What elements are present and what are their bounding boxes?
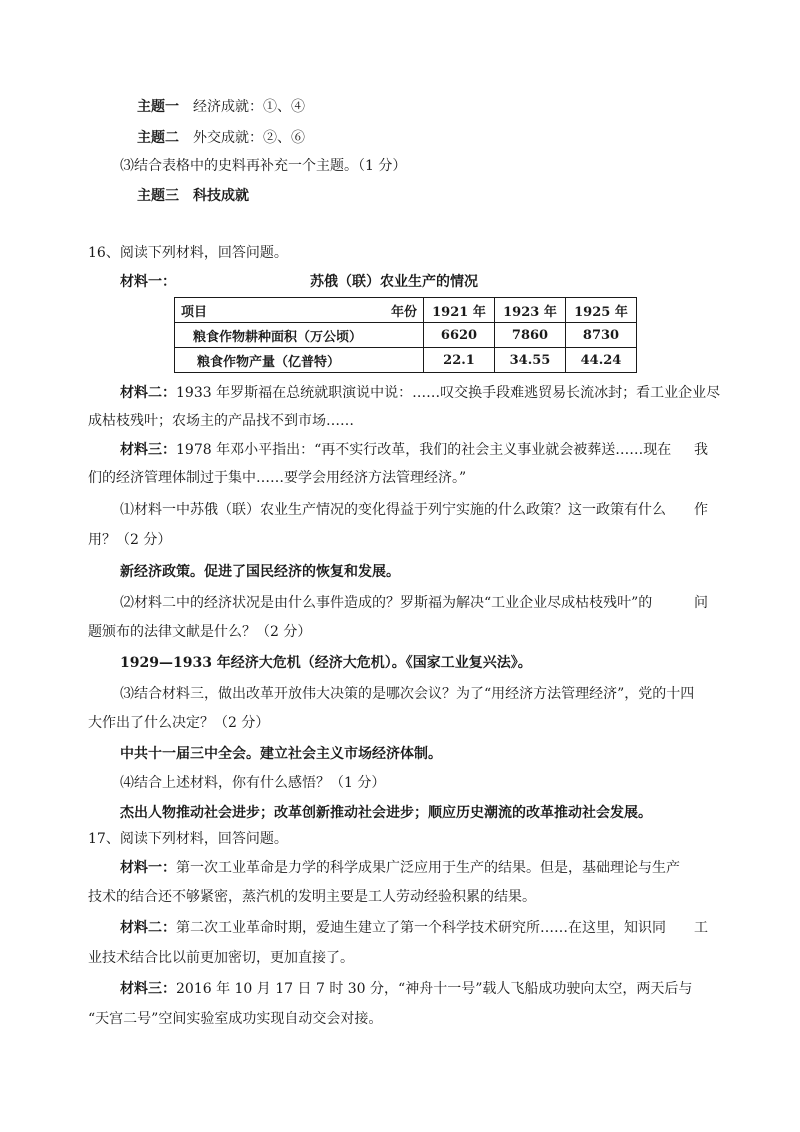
- material-3-label: 材料三：: [120, 442, 176, 458]
- table-cell: 34.55: [495, 348, 566, 373]
- answer-16-4: 杰出人物推动社会进步；改革创新推动社会进步；顺应历史潮流的改革推动社会发展。: [120, 805, 652, 821]
- s17-material-3-line-1: [120, 979, 692, 999]
- row-label: 粮食作物耕种面积（万公顷）: [175, 323, 424, 348]
- material-2-line-1: [120, 383, 720, 403]
- theme-3-label: 主题三: [137, 188, 179, 204]
- table-header-row: [175, 298, 637, 323]
- answer-16-2: 1929—1933 年经济大危机（经济大危机）。《国家工业复兴法》。: [120, 655, 532, 671]
- s17-material-2-text: 第二次工业革命时期，爱迪生建立了第一个科学技术研究所……在这里，知识同: [176, 920, 666, 936]
- s17-material-3-label: 材料三：: [120, 981, 176, 997]
- question-16-3: ⑶结合材料三，做出改革开放伟大决策的是哪次会议？为了“用经济方法管理经济”，党的十四: [120, 686, 695, 702]
- year-cell: 1925 年: [566, 298, 637, 323]
- agriculture-table: [174, 297, 637, 373]
- theme-2-label: 主题二: [137, 130, 179, 146]
- s17-material-2-line-2: 业技术结合比以前更加密切，更加直接了。: [88, 950, 354, 966]
- table-row: [175, 348, 637, 373]
- s17-material-1-text: 第一次工业革命是力学的科学成果广泛应用于生产的结果。但是，基础理论与生产: [176, 860, 680, 876]
- answer-16-3: 中共十一届三中全会。建立社会主义市场经济体制。: [120, 746, 442, 762]
- theme-2-line: [137, 128, 305, 148]
- material-2-label: 材料二：: [120, 385, 176, 401]
- table-row: [175, 323, 637, 348]
- question-15-3: ⑶结合表格中的史料再补充一个主题。（1 分）: [120, 158, 407, 174]
- s17-material-1-label: 材料一：: [120, 860, 176, 876]
- material-3-text: 1978 年邓小平指出：“再不实行改革，我们的社会主义事业就会被葬送……现在: [176, 442, 672, 458]
- s17-material-2-line-1-end: 工: [694, 920, 708, 936]
- question-16-1: ⑴材料一中苏俄（联）农业生产情况的变化得益于列宁实施的什么政策？这一政策有什么: [120, 502, 666, 518]
- table-cell: 8730: [566, 323, 637, 348]
- theme-3-line: [137, 186, 249, 206]
- question-17-heading: 17、阅读下列材料，回答问题。: [88, 831, 288, 847]
- s17-material-1-line-2: 技术的结合还不够紧密，蒸汽机的发明主要是工人劳动经验积累的结果。: [88, 889, 536, 905]
- table-title: 苏俄（联）农业生产的情况: [310, 274, 478, 290]
- question-16-2-cont: 题颁布的法律文献是什么？（2 分）: [88, 624, 312, 640]
- s17-material-3-line-2: “天宫二号”空间实验室成功实现自动交会对接。: [88, 1011, 383, 1027]
- table-cell: 22.1: [424, 348, 495, 373]
- question-16-2: ⑵材料二中的经济状况是由什么事件造成的？罗斯福为解决“工业企业尽成枯枝残叶”的: [120, 595, 653, 611]
- question-16-1-cont: 用？（2 分）: [88, 532, 172, 548]
- table-cell: 44.24: [566, 348, 637, 373]
- theme-1-line: [137, 97, 305, 117]
- theme-2-text: 外交成就：②、⑥: [193, 130, 305, 146]
- s17-material-1-line-1: [120, 858, 680, 878]
- header-item: 项目: [181, 304, 208, 320]
- question-16-1-end: 作: [694, 502, 708, 518]
- material-3-line-1: [120, 440, 671, 460]
- s17-material-2-label: 材料二：: [120, 920, 176, 936]
- year-cell: 1921 年: [424, 298, 495, 323]
- theme-1-label: 主题一: [137, 99, 179, 115]
- s17-material-2-line-1: [120, 918, 666, 938]
- question-16-heading: 16、阅读下列材料，回答问题。: [88, 245, 288, 261]
- material-2-text: 1933 年罗斯福在总统就职演说中说：……叹交换手段难逃贸易长流冰封；看工业企业尽: [176, 385, 721, 401]
- material-1-label: 材料一：: [120, 274, 176, 290]
- question-16-4: ⑷结合上述材料，你有什么感悟？（1 分）: [120, 775, 386, 791]
- table-header-cell: [175, 298, 424, 323]
- theme-3-text: 科技成就: [193, 188, 249, 204]
- question-16-3-cont: 大作出了什么决定？（2 分）: [88, 715, 270, 731]
- question-16-2-end: 问: [694, 595, 708, 611]
- table-cell: 6620: [424, 323, 495, 348]
- row-label: 粮食作物产量（亿普特）: [175, 348, 424, 373]
- header-year: 年份: [390, 304, 417, 320]
- theme-1-text: 经济成就：①、④: [193, 99, 305, 115]
- s17-material-3-text: 2016 年 10 月 17 日 7 时 30 分，“神舟十一号”载人飞船成功驶向太空，两天后与: [176, 981, 693, 997]
- material-2-line-2: 成枯枝残叶；农场主的产品找不到市场……: [88, 413, 354, 429]
- material-3-line-2: 们的经济管理体制过于集中……要学会用经济方法管理经济。”: [88, 470, 467, 486]
- answer-16-1: 新经济政策。促进了国民经济的恢复和发展。: [120, 564, 400, 580]
- table-cell: 7860: [495, 323, 566, 348]
- year-cell: 1923 年: [495, 298, 566, 323]
- material-3-line-1-end: 我: [694, 442, 708, 458]
